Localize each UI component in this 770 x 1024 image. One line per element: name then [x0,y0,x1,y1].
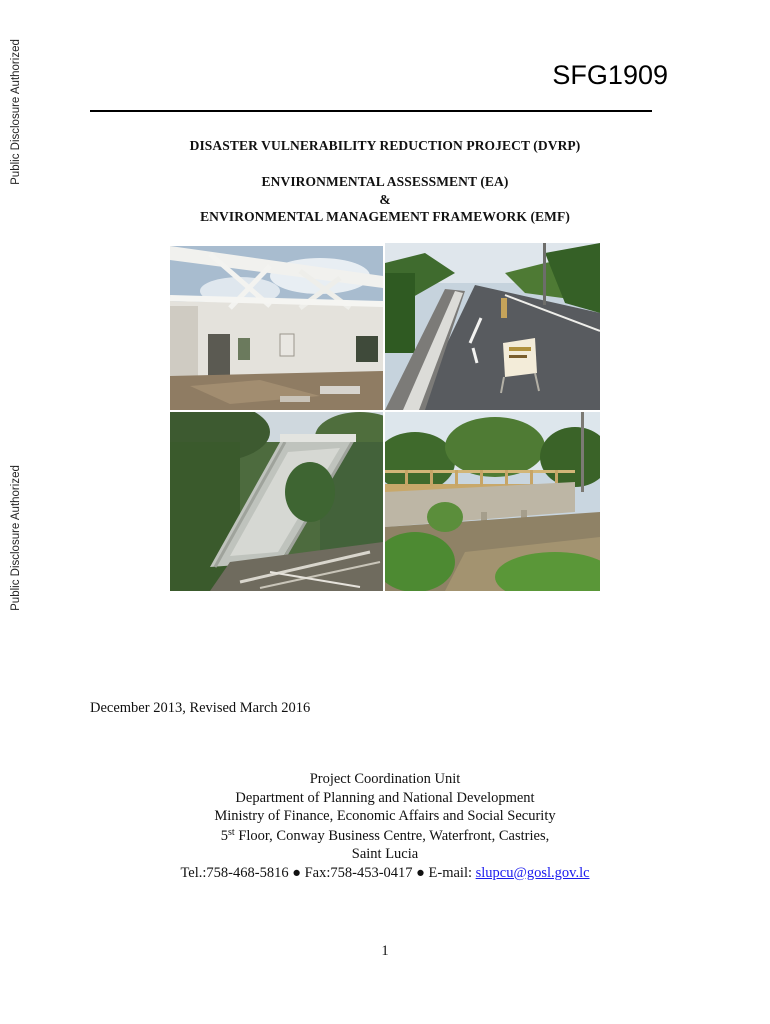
contact-line [0,864,770,883]
document-date: December 2013, Revised March 2016 [90,700,311,716]
street-address-text: Floor, Conway Business Centre, Waterfront, Castries, [234,827,550,844]
ministry-name: Ministry of Finance, Economic Affairs and Social Security [214,808,556,824]
contact-block [0,770,770,882]
document-id: SFG1909 [552,60,668,90]
stamp-text: Public Disclosure Authorized [10,465,22,611]
report-title-emf: ENVIRONMENTAL MANAGEMENT FRAMEWORK (EMF) [200,209,570,224]
photo-damaged-building [170,246,383,410]
phone-fax-text: Tel.:758-468-5816 ● Fax:758-453-0417 ● E-mail: [180,864,476,881]
street-address [0,827,770,846]
report-title-ampersand: & [379,192,391,207]
photo-river-bridge [385,412,600,591]
unit-name: Project Coordination Unit [309,771,461,787]
photo-road-sign [385,243,600,410]
floor-number: 5 [220,827,229,844]
project-title: DISASTER VULNERABILITY REDUCTION PROJECT (DVRP) [189,138,581,153]
cover-photo-collage [170,243,600,591]
floor-suffix: st [228,826,235,838]
stamp-text: Public Disclosure Authorized [10,39,22,185]
email-link[interactable]: slupcu@gosl.gov.lc [475,864,590,881]
department-name: Department of Planning and National Development [235,789,535,806]
report-title-ea: ENVIRONMENTAL ASSESSMENT (EA) [261,174,509,189]
header-rule [90,110,652,112]
page-number: 1 [381,943,389,959]
country-name: Saint Lucia [351,846,419,862]
photo-dam-spillway [170,412,383,591]
